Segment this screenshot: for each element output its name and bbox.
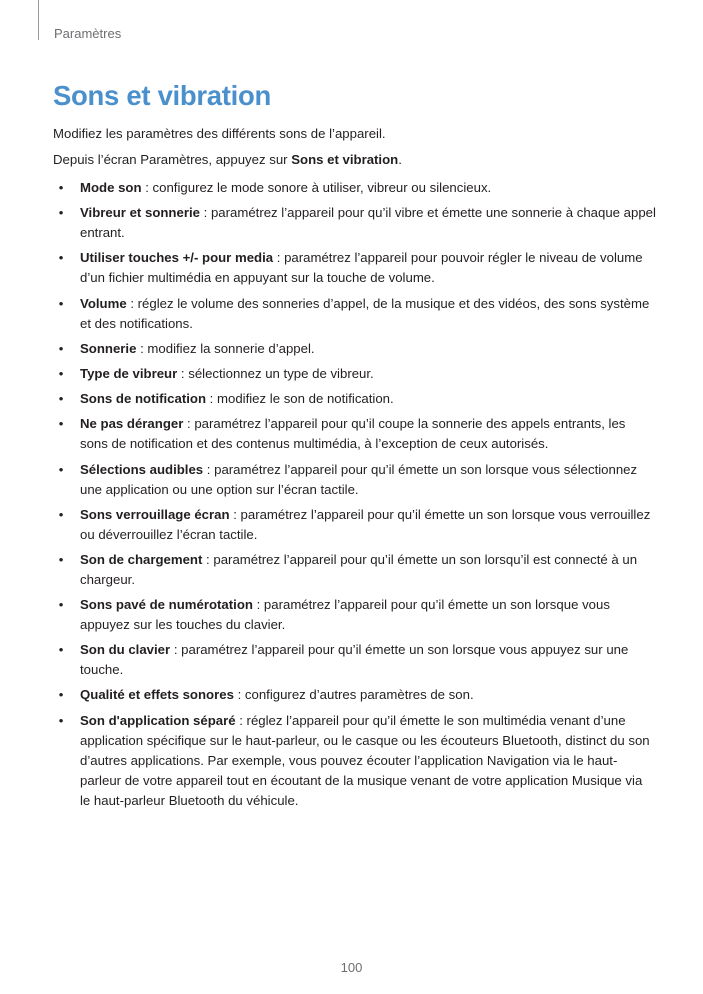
setting-name: Son de chargement [80, 551, 203, 567]
setting-description: : configurez le mode sonore à utiliser, vibreur ou silencieux. [141, 180, 492, 195]
intro-paragraph: Modifiez les paramètres des différents sons de l’appareil. [53, 126, 386, 141]
setting-description: : réglez le volume des sonneries d’appel, de la musique et des vidéos, des sons système et des notifications. [80, 295, 650, 331]
intro-instruction-suffix: . [398, 152, 402, 167]
intro-instruction [53, 152, 402, 167]
intro-instruction-menu-name: Sons et vibration [291, 152, 399, 167]
setting-description: : réglez l’appareil pour qu’il émette le son multimédia venant d’une application spécifique sur le haut-parleur, ou le casque ou les écouteurs Bluetooth, distinct du son d’autres applications. Par exemple, vous pouvez écouter l’application Navigation via le haut-parleur de votre appareil tout en écoutant de la musique venant de votre application Musique via le haut-parleur Bluetooth du véhicule. [80, 712, 650, 808]
setting-description: : paramétrez l’appareil pour qu’il vibre et émette une sonnerie à chaque appel entrant. [80, 205, 656, 241]
setting-description: : paramétrez l’appareil pour qu’il émette un son lorsqu’il est connecté à un chargeur. [80, 551, 638, 587]
setting-name: Sons verrouillage écran [80, 506, 230, 522]
bullet-icon: • [58, 295, 64, 311]
list-item [56, 685, 656, 705]
bullet-icon: • [58, 597, 64, 613]
section-header: Paramètres [54, 26, 122, 41]
setting-name: Mode son [80, 180, 142, 195]
setting-description: : paramétrez l’appareil pour qu’il émette un son lorsque vous verrouillez ou déverrouillez l’écran tactile. [80, 506, 651, 542]
bullet-icon: • [58, 205, 64, 221]
bullet-icon: • [58, 461, 64, 477]
setting-name: Volume [80, 295, 127, 311]
list-item [56, 248, 656, 288]
bullet-icon: • [58, 365, 64, 381]
setting-name: Ne pas déranger [80, 416, 184, 432]
bullet-icon: • [58, 180, 64, 195]
setting-description: : paramétrez l’appareil pour qu’il émette un son lorsque vous appuyez sur une touche. [80, 642, 629, 678]
setting-description: : configurez d’autres paramètres de son. [233, 687, 474, 703]
setting-name: Sons pavé de numérotation [80, 597, 253, 613]
setting-name: Utiliser touches +/- pour media [80, 250, 274, 266]
setting-description: : paramétrez l’appareil pour pouvoir régler le niveau de volume d’un fichier multimédia en appuyant sur la touche de volume. [80, 250, 643, 286]
setting-description: : modifiez le son de notification. [206, 391, 394, 407]
bullet-icon: • [58, 551, 64, 567]
intro-instruction-prefix: Depuis l’écran Paramètres, appuyez sur [53, 152, 292, 167]
list-item [56, 178, 656, 198]
setting-description: : modifiez la sonnerie d’appel. [136, 340, 315, 356]
setting-name: Sonnerie [80, 340, 137, 356]
page-number: 100 [340, 960, 363, 975]
list-item [56, 595, 656, 635]
setting-name: Son du clavier [80, 642, 171, 658]
setting-name: Sons de notification [80, 391, 207, 407]
setting-name: Type de vibreur [80, 365, 178, 381]
settings-list [56, 178, 656, 816]
list-item [56, 389, 656, 409]
list-item [56, 364, 656, 384]
bullet-icon: • [58, 506, 64, 522]
setting-description: : paramétrez l’appareil pour qu’il émette un son lorsque vous sélectionnez une application ou une option sur l’écran tactile. [80, 461, 638, 497]
setting-name: Sélections audibles [80, 461, 204, 477]
list-item [56, 505, 656, 545]
bullet-icon: • [58, 391, 64, 407]
bullet-icon: • [58, 642, 64, 658]
bullet-icon: • [58, 416, 64, 432]
page-title: Sons et vibration [53, 80, 271, 111]
header-divider [38, 0, 39, 40]
setting-name: Qualité et effets sonores [80, 687, 234, 703]
bullet-icon: • [58, 250, 64, 266]
list-item [56, 294, 656, 334]
list-item [56, 339, 656, 359]
setting-description: : paramétrez l’appareil pour qu’il émette un son lorsque vous appuyez sur les touches du clavier. [80, 597, 610, 633]
setting-description: : sélectionnez un type de vibreur. [177, 365, 374, 381]
list-item [56, 460, 656, 500]
setting-name: Son d'application séparé [80, 712, 236, 728]
setting-description: : paramétrez l’appareil pour qu’il coupe la sonnerie des appels entrants, les sons de notification et des contenus multimédia, à l’exception de ceux autorisés. [80, 416, 626, 452]
setting-name: Vibreur et sonnerie [80, 205, 200, 221]
list-item [56, 414, 656, 454]
list-item [56, 711, 656, 811]
bullet-icon: • [58, 340, 64, 356]
bullet-icon: • [58, 712, 64, 728]
list-item [56, 203, 656, 243]
list-item [56, 550, 656, 590]
list-item [56, 640, 656, 680]
bullet-icon: • [58, 687, 64, 703]
